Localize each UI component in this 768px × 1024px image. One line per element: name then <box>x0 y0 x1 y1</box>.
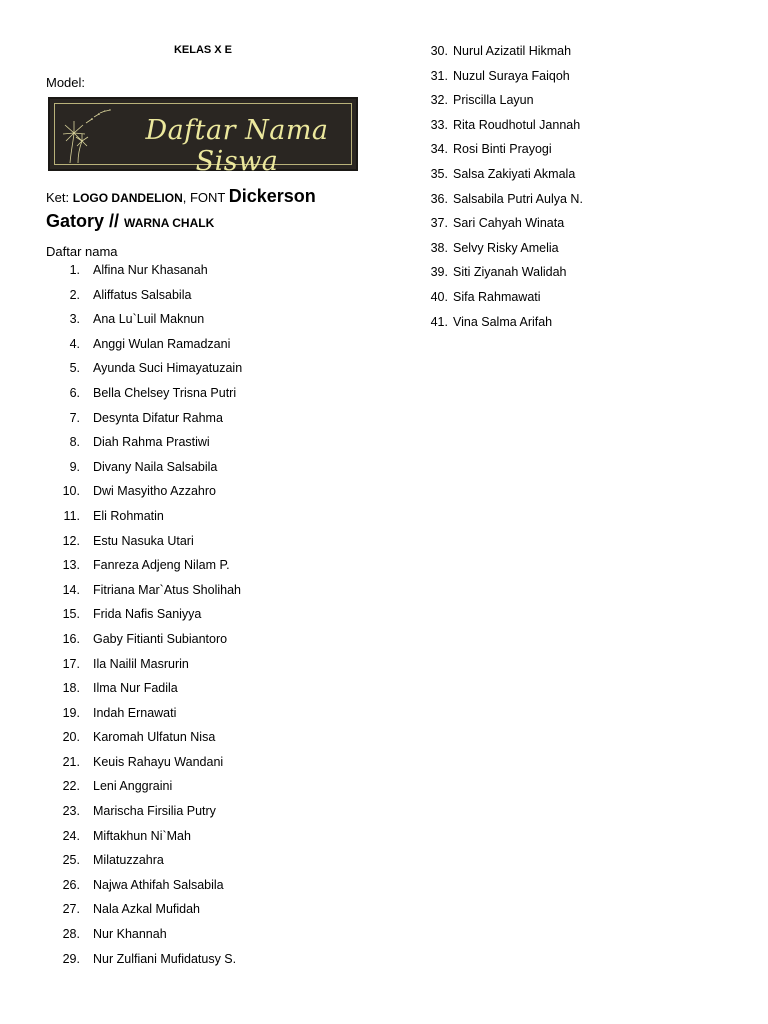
list-item <box>60 803 216 828</box>
list-item <box>60 410 223 435</box>
list-item <box>60 582 241 607</box>
student-name: Priscilla Layun <box>453 93 534 108</box>
student-name: Nurul Azizatil Hikmah <box>453 44 572 58</box>
student-name: Diah Rahma Prastiwi <box>93 435 210 450</box>
student-name: Indah Ernawati <box>93 705 177 720</box>
student-name: Alfina Nur Khasanah <box>93 263 208 277</box>
list-item <box>60 508 164 533</box>
list-item-number: 13. <box>62 558 80 573</box>
list-item-number: 10. <box>62 484 80 499</box>
student-name: Sifa Rahmawati <box>453 289 541 304</box>
list-item <box>60 877 224 902</box>
list-item <box>420 92 534 117</box>
list-item-number: 37. <box>430 216 448 231</box>
note-prefix: Ket: <box>46 190 73 205</box>
student-name: Nur Zulfiani Mufidatusy S. <box>93 951 237 966</box>
student-name: Desynta Difatur Rahma <box>93 410 223 425</box>
student-name: Frida Nafis Saniyya <box>93 607 202 622</box>
list-item <box>60 557 230 582</box>
student-name: Najwa Athifah Salsabila <box>93 877 224 892</box>
note-font-name: Dickerson Gatory <box>46 186 316 231</box>
name-list-banner <box>48 97 358 177</box>
list-item <box>420 314 553 339</box>
list-item-number: 40. <box>430 289 448 304</box>
list-item-number: 32. <box>430 93 448 108</box>
list-item-number: 7. <box>69 410 80 425</box>
list-item <box>60 311 205 336</box>
list-item-number: 14. <box>62 582 80 597</box>
list-item <box>420 43 572 68</box>
name-list-column-2 <box>420 43 583 338</box>
list-item-number: 25. <box>62 853 80 868</box>
list-item-number: 15. <box>62 607 80 622</box>
student-name: Karomah Ulfatun Nisa <box>93 730 216 745</box>
list-item <box>60 901 201 926</box>
student-name: Rosi Binti Prayogi <box>453 142 552 157</box>
student-name: Ilma Nur Fadila <box>93 681 178 696</box>
list-item <box>60 778 173 803</box>
list-item <box>60 828 191 853</box>
list-item-number: 6. <box>69 385 80 400</box>
list-heading: Daftar nama <box>46 244 118 259</box>
list-item-number: 1. <box>69 263 80 277</box>
student-name: Selvy Risky Amelia <box>453 240 559 255</box>
list-item-number: 22. <box>62 779 80 794</box>
list-item-number: 41. <box>430 314 448 329</box>
list-item-number: 16. <box>62 631 80 646</box>
list-item <box>60 360 243 385</box>
student-name: Nur Khannah <box>93 927 167 942</box>
list-item <box>420 68 570 93</box>
student-name: Nala Azkal Mufidah <box>93 902 201 917</box>
student-name: Anggi Wulan Ramadzani <box>93 336 231 351</box>
list-item <box>420 240 559 265</box>
student-name: Nuzul Suraya Faiqoh <box>453 68 570 83</box>
student-name: Siti Ziyanah Walidah <box>453 265 567 280</box>
student-name: Ana Lu`Luil Maknun <box>93 312 205 327</box>
list-item <box>60 336 231 361</box>
student-name: Miftakhun Ni`Mah <box>93 828 191 843</box>
list-item-number: 3. <box>69 312 80 327</box>
student-name: Estu Nasuka Utari <box>93 533 194 548</box>
list-item-number: 24. <box>62 828 80 843</box>
list-item <box>60 729 216 754</box>
list-item-number: 35. <box>430 166 448 181</box>
list-item-number: 11. <box>63 508 80 523</box>
student-name: Salsa Zakiyati Akmala <box>453 166 576 181</box>
note-color-sep: // <box>104 211 125 231</box>
list-item-number: 19. <box>62 705 80 720</box>
list-item-number: 17. <box>62 656 80 671</box>
list-item <box>60 533 194 558</box>
list-item <box>420 215 565 240</box>
list-item-number: 9. <box>69 459 80 474</box>
student-name: Eli Rohmatin <box>93 508 164 523</box>
list-item <box>420 264 567 289</box>
list-item-number: 34. <box>430 142 448 157</box>
list-item <box>60 754 224 779</box>
list-item-number: 18. <box>62 681 80 696</box>
list-item-number: 26. <box>62 877 80 892</box>
model-label: Model: <box>46 75 86 90</box>
list-item-number: 4. <box>69 336 80 351</box>
list-item <box>60 483 216 508</box>
dandelion-icon <box>56 103 116 167</box>
list-item-number: 36. <box>430 191 448 206</box>
list-item-number: 39. <box>430 265 448 280</box>
list-item <box>420 166 576 191</box>
student-name: Milatuzzahra <box>93 853 164 868</box>
student-name: Keuis Rahayu Wandani <box>93 754 224 769</box>
student-name: Divany Naila Salsabila <box>93 459 218 474</box>
list-item-number: 2. <box>69 287 80 302</box>
list-item-number: 31. <box>430 68 448 83</box>
list-item <box>60 287 192 312</box>
student-name: Gaby Fitianti Subiantoro <box>93 631 228 646</box>
list-item-number: 28. <box>62 927 80 942</box>
student-name: Aliffatus Salsabila <box>93 287 192 302</box>
list-item-number: 27. <box>62 902 80 917</box>
list-item <box>420 191 583 216</box>
list-item <box>420 117 581 142</box>
student-name: Bella Chelsey Trisna Putri <box>93 385 237 400</box>
student-name: Leni Anggraini <box>93 779 173 794</box>
list-item-number: 29. <box>62 951 80 966</box>
list-item <box>420 141 552 166</box>
student-name: Marischa Firsilia Putry <box>93 804 216 819</box>
list-item <box>60 705 177 730</box>
page-title: KELAS X E <box>173 44 233 56</box>
note-font-sep: , FONT <box>182 190 229 205</box>
list-item <box>60 926 167 951</box>
list-item-number: 38. <box>430 240 448 255</box>
list-item <box>60 951 237 976</box>
banner-title: Daftar Nama Siswa <box>145 115 329 177</box>
student-name: Dwi Masyitho Azzahro <box>93 484 216 499</box>
student-name: Sari Cahyah Winata <box>453 216 565 231</box>
student-name: Fitriana Mar`Atus Sholihah <box>93 582 241 597</box>
list-item-number: 33. <box>430 117 448 132</box>
student-name: Ayunda Suci Himayatuzain <box>93 361 243 376</box>
note-color: WARNA CHALK <box>124 216 215 230</box>
list-item <box>60 434 210 459</box>
list-item <box>60 631 228 656</box>
student-name: Ila Nailil Masrurin <box>93 656 189 671</box>
list-item <box>60 606 202 631</box>
list-item <box>60 385 237 410</box>
student-name: Vina Salma Arifah <box>453 314 553 329</box>
list-item-number: 12. <box>62 533 80 548</box>
list-item <box>420 289 541 314</box>
student-name: Fanreza Adjeng Nilam P. <box>93 558 230 573</box>
list-item-number: 30. <box>430 44 448 58</box>
list-item-number: 23. <box>62 804 80 819</box>
list-item-number: 21. <box>62 754 80 769</box>
note-logo: LOGO DANDELION <box>72 191 183 205</box>
list-item <box>60 262 208 287</box>
list-item-number: 20. <box>62 730 80 745</box>
list-item-number: 5. <box>69 361 80 376</box>
note-line <box>46 185 376 235</box>
list-item <box>60 656 189 681</box>
name-list-column-1 <box>60 262 243 975</box>
list-item <box>60 680 178 705</box>
list-item-number: 8. <box>69 435 80 450</box>
student-name: Rita Roudhotul Jannah <box>453 117 581 132</box>
list-item <box>60 852 164 877</box>
student-name: Salsabila Putri Aulya N. <box>453 191 583 206</box>
list-item <box>60 459 218 484</box>
